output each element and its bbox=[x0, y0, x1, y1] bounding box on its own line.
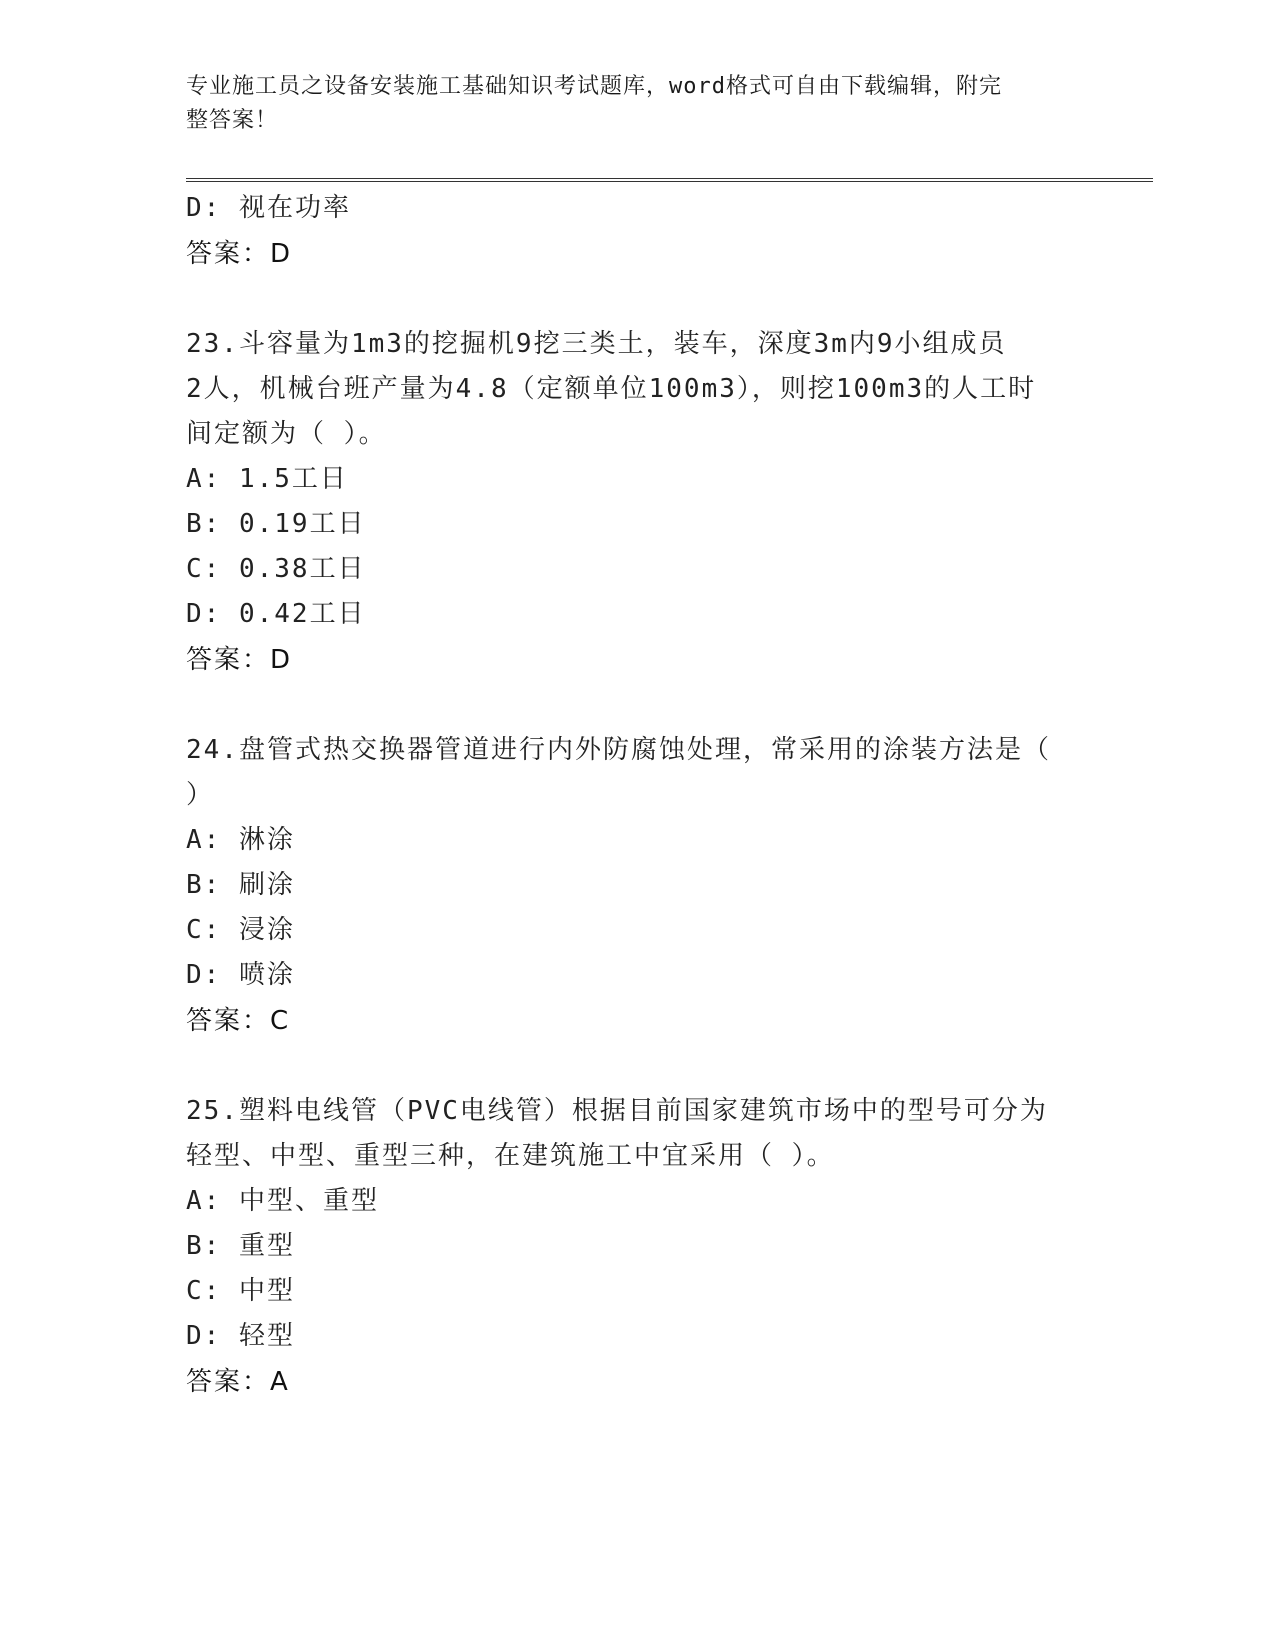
question-24 bbox=[186, 728, 1086, 1044]
option-a: A: 1.5工日 bbox=[186, 464, 348, 494]
question-23 bbox=[186, 322, 1086, 683]
option-a: A: 中型、重型 bbox=[186, 1186, 379, 1216]
question-25 bbox=[186, 1089, 1086, 1405]
option-d: D: 0.42工日 bbox=[186, 599, 366, 629]
option-d: D: 喷涂 bbox=[186, 960, 295, 990]
option-b: B: 0.19工日 bbox=[186, 509, 366, 539]
answer-label: 答案：D bbox=[186, 239, 293, 269]
document-header bbox=[186, 70, 1066, 138]
question-list bbox=[186, 186, 1086, 1405]
question-text-line: 间定额为（ ）。 bbox=[186, 419, 387, 449]
header-line-2: 整答案！ bbox=[186, 108, 279, 133]
option-c: C: 中型 bbox=[186, 1276, 295, 1306]
question-text-line: 24.盘管式热交换器管道进行内外防腐蚀处理，常采用的涂装方法是（ bbox=[186, 735, 1051, 765]
question-text-line: 2人，机械台班产量为4.8（定额单位100m3），则挖100m3的人工时 bbox=[186, 374, 1037, 404]
option-d: D: 轻型 bbox=[186, 1321, 295, 1351]
option-c: C: 浸涂 bbox=[186, 915, 295, 945]
option-b: B: 重型 bbox=[186, 1231, 295, 1261]
option-b: B: 刷涂 bbox=[186, 870, 295, 900]
question-text-line: 25.塑料电线管（PVC电线管）根据目前国家建筑市场中的型号可分为 bbox=[186, 1096, 1048, 1126]
answer-label: 答案：A bbox=[186, 1367, 290, 1397]
header-divider bbox=[186, 178, 1153, 182]
answer-label: 答案：C bbox=[186, 1006, 291, 1036]
spacer bbox=[186, 683, 1086, 728]
question-text-line: 23.斗容量为1m3的挖掘机9挖三类土，装车，深度3m内9小组成员 bbox=[186, 329, 1007, 359]
option-a: A: 淋涂 bbox=[186, 825, 295, 855]
question-text-line: ） bbox=[186, 780, 215, 810]
option-c: C: 0.38工日 bbox=[186, 554, 366, 584]
question-text-line: 轻型、中型、重型三种，在建筑施工中宜采用（ ）。 bbox=[186, 1141, 835, 1171]
header-line-1: 专业施工员之设备安装施工基础知识考试题库，word格式可自由下载编辑，附完 bbox=[186, 74, 1002, 99]
answer-label: 答案：D bbox=[186, 645, 293, 675]
question-22 bbox=[186, 186, 1086, 277]
spacer bbox=[186, 277, 1086, 322]
option-d: D: 视在功率 bbox=[186, 193, 351, 223]
spacer bbox=[186, 1044, 1086, 1089]
